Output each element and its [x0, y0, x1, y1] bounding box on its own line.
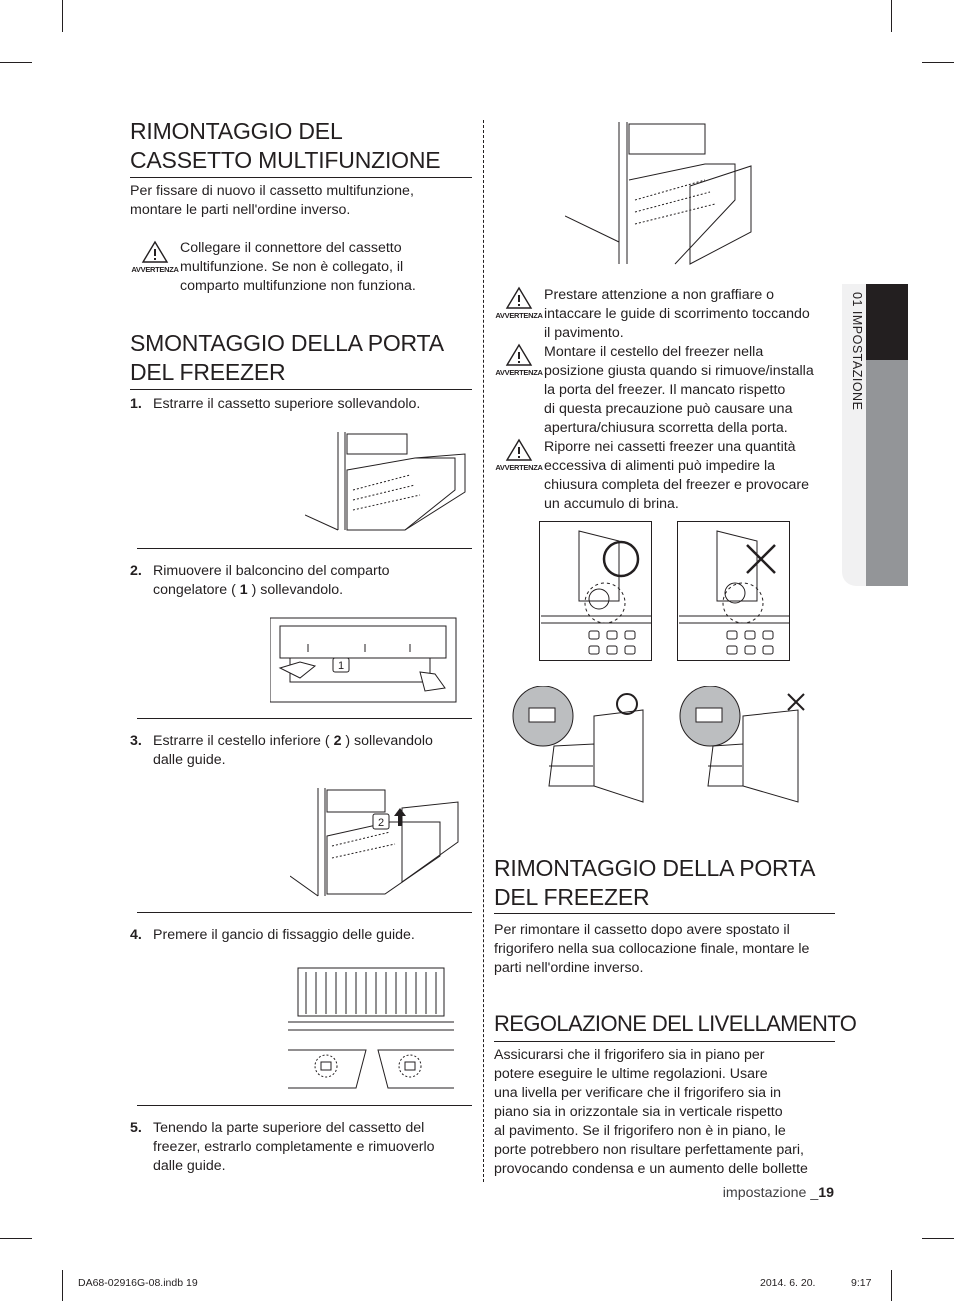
warning-line: il pavimento. [544, 325, 624, 341]
body-line: provocando condensa e un aumento delle bollette [494, 1161, 808, 1177]
crop-mark [891, 1270, 892, 1301]
step-line-part: ) sollevandolo. [247, 582, 344, 598]
warning-line: la porta del freezer. Il mancato rispetto [544, 382, 786, 398]
step-text: Premere il gancio di fissaggio delle guide. [153, 927, 415, 943]
crop-mark [62, 1270, 63, 1301]
title-line: RIMONTAGGIO DEL [130, 118, 343, 144]
warning-line: eccessiva di alimenti può impedire la [544, 458, 776, 474]
balcony-removal-illustration [270, 616, 458, 704]
warning-line: multifunzione. Se non è collegato, il [180, 259, 404, 275]
print-date: 2014. 6. 20. [760, 1277, 816, 1289]
freezer-drawer-out-illustration [565, 120, 757, 266]
step-separator [137, 718, 472, 719]
body-line: potere eseguire le ultime regolazioni. Usare [494, 1066, 768, 1082]
drawer-lift-illustration [305, 430, 470, 532]
section-smontaggio-porta [130, 329, 444, 387]
warning-icon [130, 240, 180, 276]
section-rimontaggio-porta [494, 854, 815, 912]
callout-2: 2 [377, 817, 385, 829]
side-tab-gray-block [866, 360, 908, 586]
footer-section: impostazione _ [722, 1185, 819, 1201]
warning-line: Riporre nei cassetti freezer una quantità [544, 439, 796, 455]
step-number: 4. [130, 927, 142, 943]
warning-line: apertura/chiusura scorretta della porta. [544, 420, 788, 436]
door-incorrect-illustration [678, 686, 818, 804]
body-line: piano sia in orizzontale sia in verticale rispetto [494, 1104, 783, 1120]
title-line: CASSETTO MULTIFUNZIONE [130, 147, 441, 173]
page-number: 19 [818, 1185, 834, 1201]
section-title [494, 854, 815, 912]
body-line: Per rimontare il cassetto dopo avere spostato il [494, 922, 790, 938]
body-line: montare le parti nell'ordine inverso. [130, 202, 351, 218]
warning-line: intaccare le guide di scorrimento toccando [544, 306, 810, 322]
section-title [130, 117, 440, 175]
step-text [153, 732, 433, 770]
print-time: 9:17 [851, 1277, 872, 1289]
correct-circle-icon [617, 694, 637, 714]
warning-line: Montare il cestello del freezer nella [544, 344, 764, 360]
warning-line: comparto multifunzione non funziona. [180, 278, 416, 294]
step-line: dalle guide. [153, 1158, 226, 1174]
page-footer [723, 1185, 834, 1201]
warning-line: di questa precauzione può causare una [544, 401, 793, 417]
warning-text [544, 286, 810, 343]
step-number: 5. [130, 1120, 142, 1136]
body-line: Assicurarsi che il frigorifero sia in piano per [494, 1047, 765, 1063]
section-rimontaggio-cassetto [130, 117, 440, 175]
crop-mark [0, 1238, 32, 1239]
title-line: DEL FREEZER [130, 359, 286, 385]
step-line: Tenendo la parte superiore del cassetto del [153, 1120, 425, 1136]
crop-mark [922, 1238, 954, 1239]
warning-label: AVVERTENZA [495, 311, 543, 320]
title-underline [494, 1041, 835, 1042]
warning-text [544, 438, 809, 514]
basket-incorrect-position-illustration [677, 521, 790, 661]
basket-lift-illustration [290, 786, 465, 898]
step-line: dalle guide. [153, 752, 226, 768]
part-reference: 1 [239, 582, 248, 598]
print-file-info: DA68-02916G-08.indb 19 [78, 1277, 198, 1289]
warning-label: AVVERTENZA [131, 265, 179, 274]
step-separator [137, 548, 472, 549]
warning-text [544, 343, 814, 438]
incorrect-x-icon [788, 694, 804, 710]
step-text [153, 1119, 435, 1176]
body-line: porte potrebbero non risultare perfettamente pari, [494, 1142, 804, 1158]
title-underline [130, 177, 472, 178]
title-underline [130, 389, 472, 390]
warning-text [180, 239, 416, 296]
crop-mark [0, 62, 32, 63]
step-text [153, 562, 390, 600]
rail-hook-illustration [286, 958, 456, 1092]
warning-line: un accumulo di brina. [544, 496, 679, 512]
warning-icon [494, 286, 544, 322]
warning-line: Prestare attenzione a non graffiare o [544, 287, 775, 303]
section-body [494, 921, 809, 978]
warning-line: Collegare il connettore del cassetto [180, 240, 402, 256]
step-number: 3. [130, 733, 142, 749]
warning-line: posizione giusta quando si rimuove/installa [544, 363, 814, 379]
warning-line: chiusura completa del freezer e provocare [544, 477, 809, 493]
basket-correct-position-illustration [539, 521, 652, 661]
step-number: 2. [130, 563, 142, 579]
step-number: 1. [130, 396, 142, 412]
section-title: REGOLAZIONE DEL LIVELLAMENTO [494, 1011, 857, 1036]
body-line: frigorifero nella sua collocazione finale, montare le [494, 941, 810, 957]
section-title [130, 329, 444, 387]
crop-mark [891, 0, 892, 32]
callout-1: 1 [337, 660, 345, 672]
warning-icon [494, 343, 544, 379]
warning-label: AVVERTENZA [495, 368, 543, 377]
part-reference: 2 [333, 733, 342, 749]
title-line: DEL FREEZER [494, 884, 650, 910]
body-line: al pavimento. Se il frigorifero non è in piano, le [494, 1123, 786, 1139]
step-line: freezer, estrarlo completamente e rimuoverlo [153, 1139, 435, 1155]
section-body [494, 1046, 808, 1179]
side-tab-dark-block [866, 284, 908, 360]
body-line: Per fissare di nuovo il cassetto multifunzione, [130, 183, 414, 199]
title-line: SMONTAGGIO DELLA PORTA [130, 330, 444, 356]
step-text: Estrarre il cassetto superiore sollevandolo. [153, 396, 421, 412]
door-correct-illustration [509, 686, 649, 804]
step-separator [137, 1105, 472, 1106]
title-underline [494, 913, 835, 914]
section-regolazione-livellamento [494, 1009, 856, 1038]
step-line-part: Estrarre il cestello inferiore ( [153, 733, 334, 749]
chapter-label: 01 IMPOSTAZIONE [850, 292, 864, 411]
step-line-part: ) sollevandolo [341, 733, 433, 749]
crop-mark [62, 0, 63, 32]
warning-icon [494, 438, 544, 474]
section-body [130, 182, 414, 220]
title-line: RIMONTAGGIO DELLA PORTA [494, 855, 816, 881]
body-line: una livella per verificare che il frigorifero sia in [494, 1085, 782, 1101]
step-line-part: congelatore ( [153, 582, 240, 598]
body-line: parti nell'ordine inverso. [494, 960, 644, 976]
column-divider [483, 120, 484, 1182]
crop-mark [922, 62, 954, 63]
step-separator [137, 912, 472, 913]
step-line: Rimuovere il balconcino del comparto [153, 563, 390, 579]
warning-label: AVVERTENZA [495, 463, 543, 472]
